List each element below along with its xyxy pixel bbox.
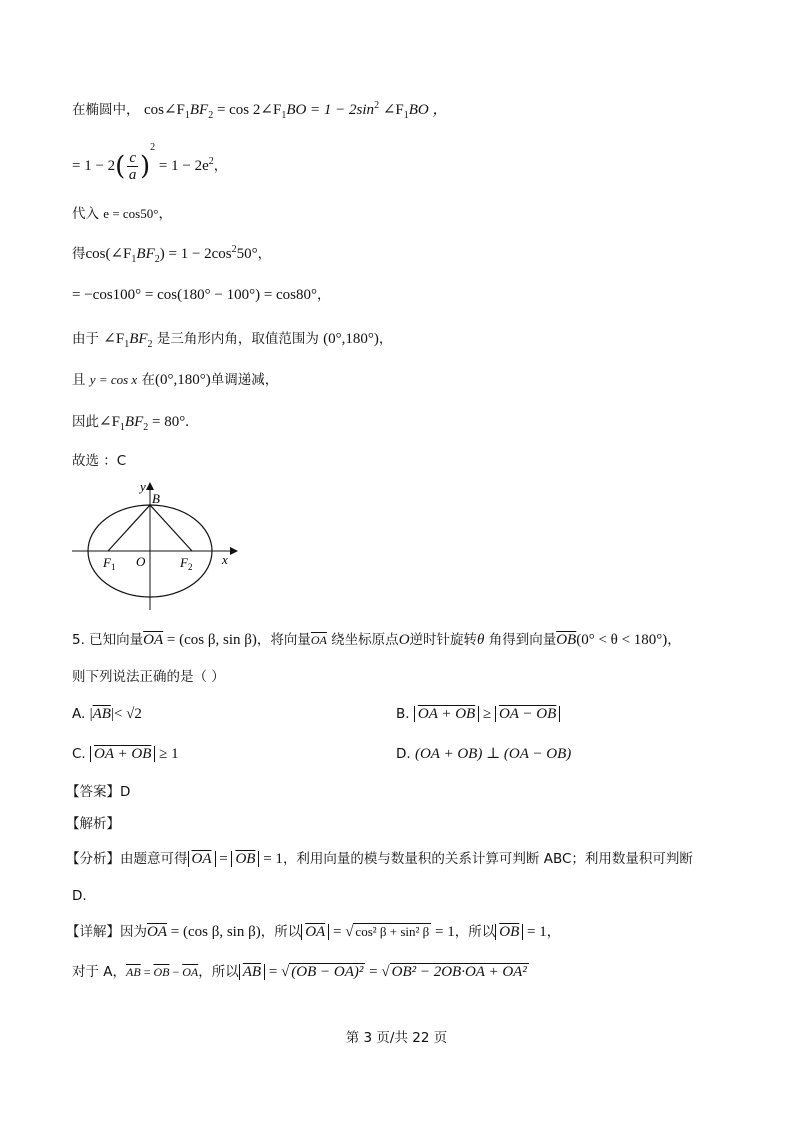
line-substitute: 代入 e = cos50°，	[72, 206, 172, 222]
label-B: B	[152, 491, 160, 506]
xiangjie-line: 【详解】因为$\overline{OA} = (\cos$ β, sin β)，所以 $\overline{OA}$ = √ cos² β + sin² β = 1，所以 $\overline{OB} = 1$，	[66, 924, 561, 940]
segment-F2B	[150, 505, 192, 551]
line-ellipse-cos: 在椭圆中， $\cos\angle F_1BF_2 = \cos$ $2\angle F_1BO = 1 - 2\sin^2$ $\angle F_1BO$ ，	[72, 100, 448, 121]
analysis-heading: 【解析】	[66, 816, 120, 832]
option-b: B. OA + OB ≥ OA − OB	[396, 704, 560, 724]
question-5-prompt: 则下列说法正确的是（ ）	[72, 669, 225, 685]
formula: $\cos\angle F_1BF_2 = \cos$ $2\angle F_1BO = 1 - 2\sin^2$ $\angle F_1BO$ ，	[143, 100, 448, 121]
segment-F1B	[108, 505, 150, 551]
label-O: O	[136, 554, 146, 569]
line-decreasing: 且 y = cos x 在(0°,180°)单调递减，	[72, 372, 279, 388]
line-conclusion: 因此$\angle F_1BF_2 = 80^\circ$.	[72, 414, 189, 433]
fraction-c-over-a: $\frac{c}{a}$	[128, 150, 137, 183]
page-footer: 第 3 页/共 22 页	[345, 1030, 448, 1046]
ellipse-figure	[70, 478, 240, 613]
label-F2: $F_2$	[180, 555, 193, 572]
y-axis-arrow	[146, 482, 154, 490]
answer-line: 【答案】D	[66, 784, 131, 800]
option-d: D. (OA + OB) ⊥ (OA − OB)	[396, 746, 572, 762]
line-get-cos: 得$\cos(\angle F_1BF_2) = 1 - 2\cos^250^\circ$，	[72, 244, 272, 265]
question-5: 5. 已知向量$\overline{OA} = (\cos$ β, sin β)，将向量$\overline{OA}$ 绕坐标原点O逆时针旋转θ 角得到向量$\overline{OB}(0^\circ < \theta < 180^\circ)$，	[72, 632, 681, 648]
option-a-detail: 对于 A，$\overline{AB} = \overline{OB} - \overline{OA}$，所以 $\overline{AB}$ = √ (OB − OA)² = √ OB² − 2OB·OA + OA²	[72, 964, 527, 980]
line-range: 由于 $\angle F_1BF_2$ 是三角形内角，取值范围为 (0°,180°)，	[72, 331, 393, 350]
fenxi-line-2: D.	[72, 888, 87, 904]
label-y: y	[140, 479, 146, 494]
fenxi-line: 【分析】由题意可得 $\overline{OA} = \overline{OB} = 1$，利用向量的模与数量积的关系计算可判断 ABC；利用数量积可判断	[66, 851, 693, 867]
formula: = 1 − 2( $\frac{c}{a}$ )$^2 = 1 - 2e^2$	[72, 141, 214, 183]
x-axis-arrow	[230, 547, 238, 555]
line-ecc-formula: = 1 − 2( $\frac{c}{a}$ )$^2 = 1 - 2e^2$，	[72, 141, 228, 183]
line-cos80: = −cos100° = cos(180° − 100°) = cos80°，	[72, 287, 331, 303]
label-x: x	[222, 552, 228, 567]
option-c: C. OA + OB ≥ 1	[72, 746, 179, 762]
option-a: A. $|\overline{AB}|< √2$	[72, 706, 142, 722]
line-choice: 故选 ：C	[72, 453, 127, 469]
label-F1: $F_1$	[103, 555, 116, 572]
